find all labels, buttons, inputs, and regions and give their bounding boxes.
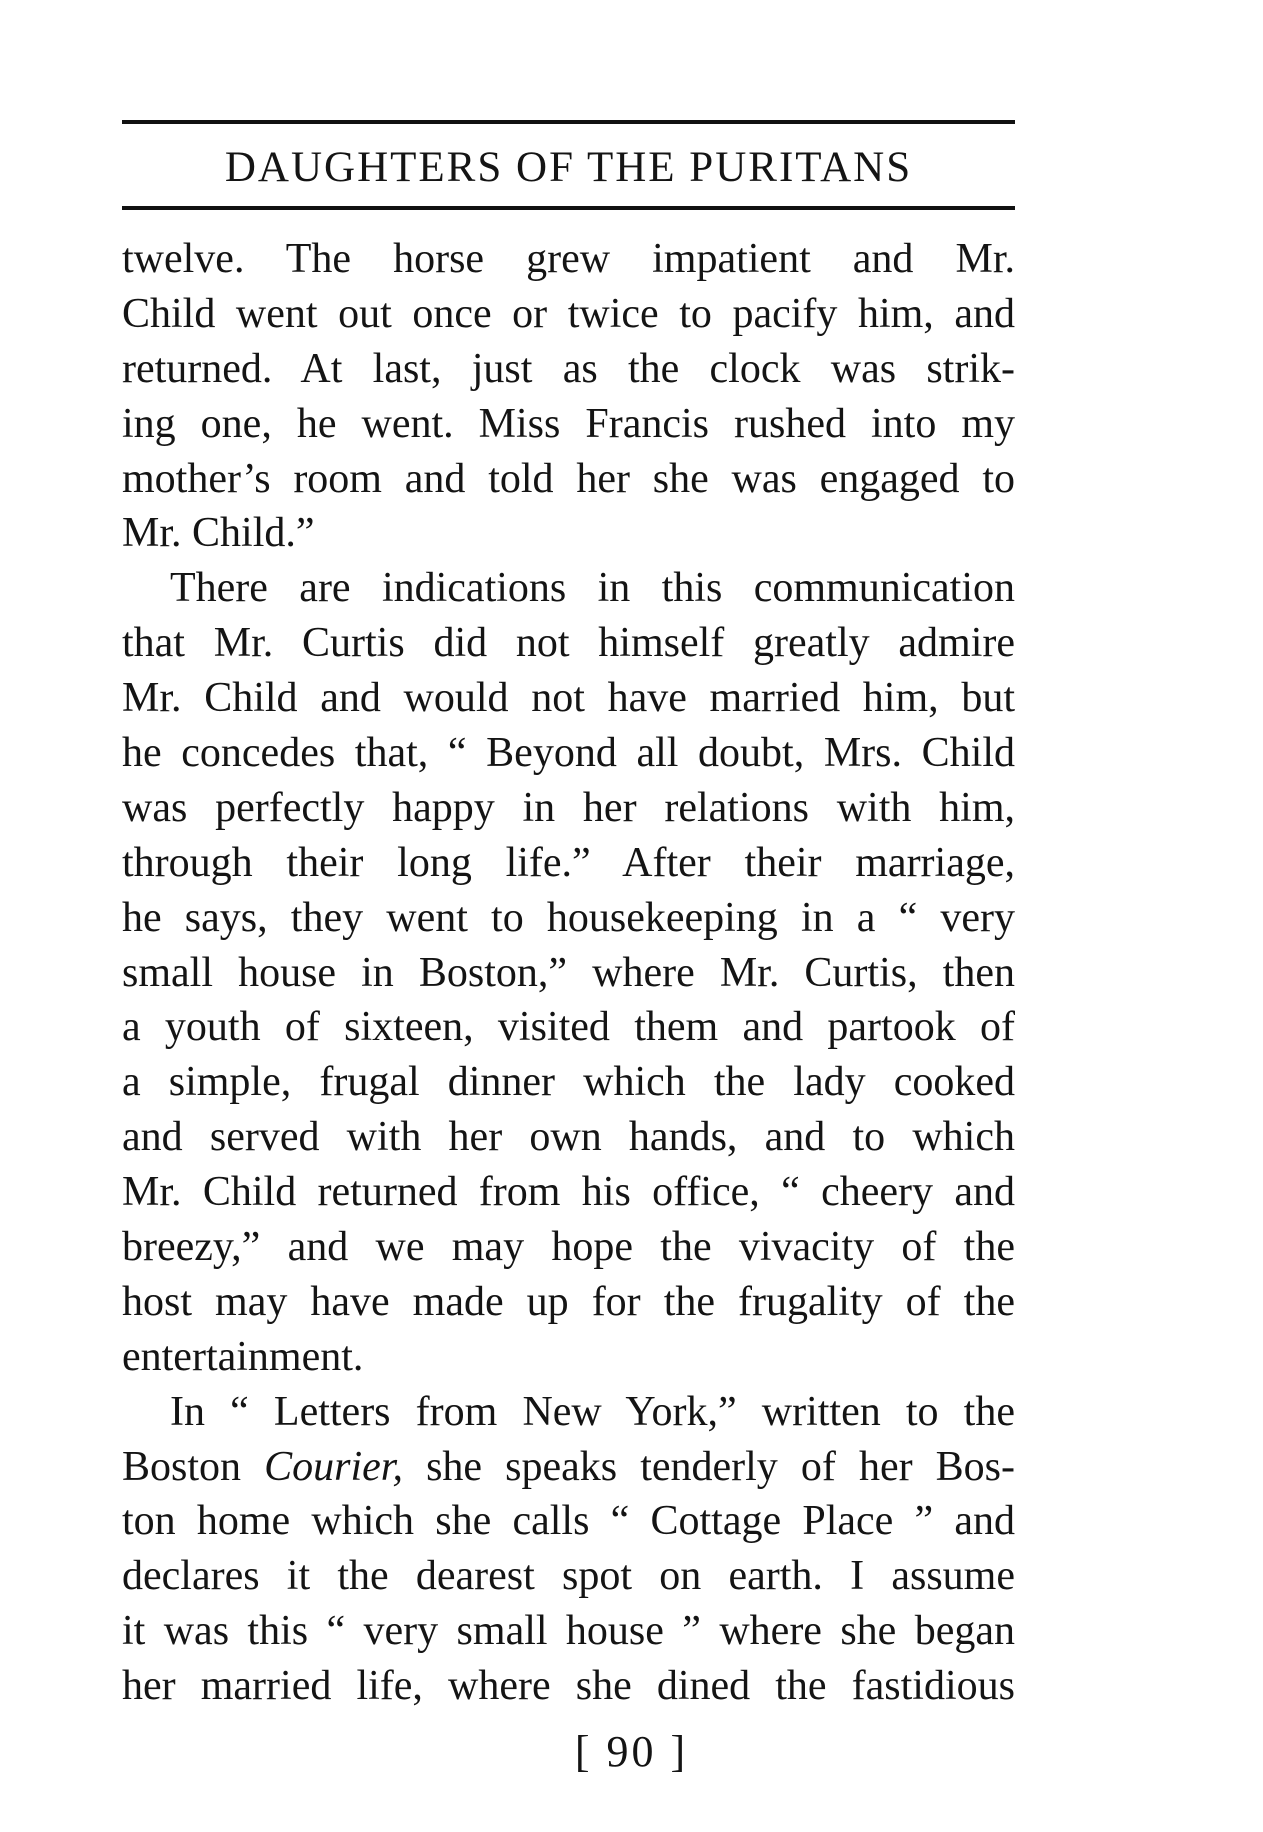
text-line: and served with her own hands, and to which — [122, 1114, 1015, 1161]
text-segment: she speaks tenderly of her Bos- — [426, 1443, 1015, 1490]
text-line: There are indications in this communication — [170, 565, 1015, 612]
header-rule-bottom — [122, 206, 1015, 210]
running-title: DAUGHTERS OF THE PURITANS — [224, 144, 913, 191]
text-line: he says, they went to housekeeping in a “ very — [122, 894, 1015, 941]
text-line: Mr. Child and would not have married him, but — [122, 675, 1015, 722]
text-line: Mr. Child returned from his office, “ cheery and — [122, 1169, 1015, 1216]
text-segment: Boston — [122, 1443, 242, 1490]
text-line: through their long life.” After their marriage, — [122, 839, 1015, 886]
page-number: [ 90 ] — [574, 1727, 689, 1776]
text-line: a simple, frugal dinner which the lady cooked — [122, 1059, 1015, 1106]
text-line — [122, 1440, 1015, 1495]
text-line: In “ Letters from New York,” written to the — [170, 1388, 1015, 1435]
text-line: it was this “ very small house ” where she began — [122, 1608, 1015, 1655]
text-line: a youth of sixteen, visited them and partook of — [122, 1004, 1015, 1051]
header-rule-top — [122, 120, 1015, 124]
text-line: her married life, where she dined the fastidious — [122, 1663, 1015, 1710]
text-line: small house in Boston,” where Mr. Curtis, then — [122, 949, 1015, 996]
text-line: declares it the dearest spot on earth. I assume — [122, 1553, 1015, 1600]
text-line: was perfectly happy in her relations with him, — [122, 784, 1015, 831]
text-line: mother’s room and told her she was engaged to — [122, 455, 1015, 502]
text-line: Mr. Child.” — [122, 510, 315, 557]
text-line: returned. At last, just as the clock was strik- — [122, 345, 1015, 392]
text-line: entertainment. — [122, 1333, 364, 1380]
text-line: that Mr. Curtis did not himself greatly admire — [122, 620, 1015, 667]
text-line: Child went out once or twice to pacify him, and — [122, 290, 1015, 337]
text-line: ton home which she calls “ Cottage Place ” and — [122, 1498, 1015, 1545]
text-line: he concedes that, “ Beyond all doubt, Mrs. Child — [122, 730, 1015, 777]
newspaper-title: Courier, — [264, 1443, 403, 1490]
text-line: breezy,” and we may hope the vivacity of the — [122, 1224, 1015, 1271]
text-line: host may have made up for the frugality of the — [122, 1278, 1015, 1325]
text-line: ing one, he went. Miss Francis rushed into my — [122, 400, 1015, 447]
text-line: twelve. The horse grew impatient and Mr. — [122, 236, 1015, 282]
body-text — [122, 232, 1015, 1714]
